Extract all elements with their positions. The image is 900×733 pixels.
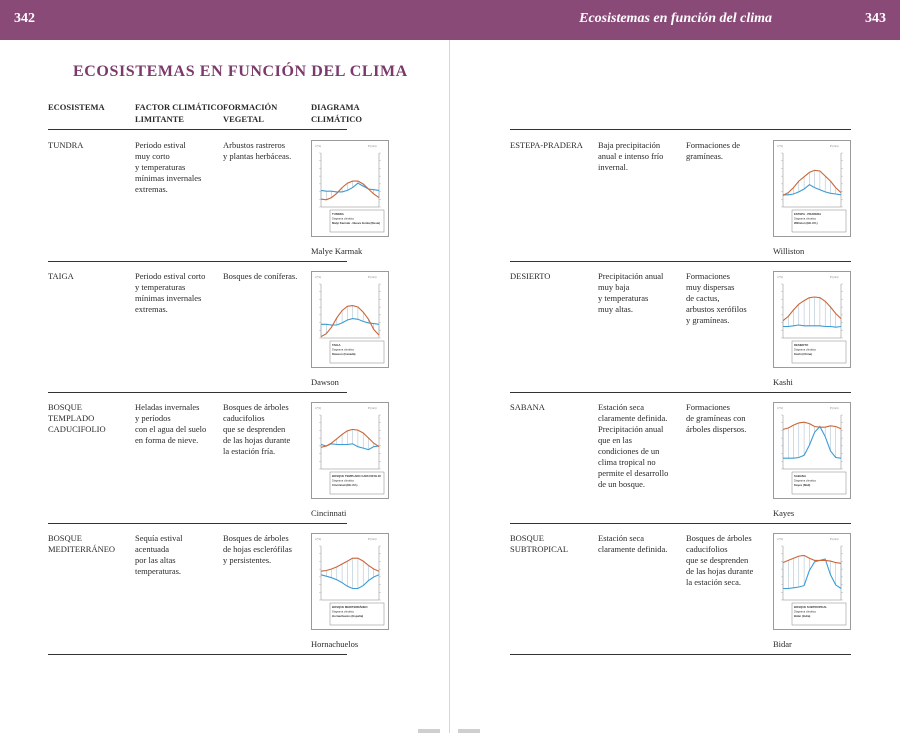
diagram-legend-text: Diagrama climático [332, 217, 355, 221]
precipitation-curve [783, 427, 841, 459]
col-header-formacion-1: FORMACIÓN [223, 102, 278, 112]
diagram-legend-text: Kashi (China) [794, 352, 813, 356]
station-name: Hornachuelos [311, 639, 359, 649]
temperature-curve [783, 555, 841, 563]
temperature-curve [321, 181, 379, 200]
cell-line: en forma de nieve. [135, 435, 199, 445]
climate-diagram-svg [774, 403, 850, 498]
vegetation-formation [686, 533, 753, 588]
row-rule [48, 261, 347, 262]
cell-line: y temperaturas [598, 293, 649, 303]
limiting-factor [598, 402, 668, 490]
cell-line: condiciones de un [598, 446, 660, 456]
cell-line: claramente definida. [598, 413, 668, 423]
climate-diagram-svg [312, 534, 388, 629]
diagram-legend-text: Diagrama climático [332, 348, 355, 352]
diagram-legend-text: TUNDRA [332, 212, 344, 216]
col-header-formacion-2: VEGETAL [223, 114, 264, 124]
climate-diagram-svg [312, 272, 388, 367]
vegetation-formation [223, 402, 290, 457]
diagram-axis-label: t (°C) [315, 145, 322, 148]
cell-line: claramente definida. [598, 544, 668, 554]
cell-line: Bosques de árboles [686, 533, 752, 543]
climate-diagram-svg [774, 534, 850, 629]
limiting-factor [598, 533, 667, 555]
diagram-legend-text: Diagrama climático [794, 348, 817, 352]
diagram-axis-label: t (°C) [777, 276, 784, 279]
col-header-ecosistema [48, 101, 105, 113]
diagram-axis-label: P (mm) [368, 407, 377, 410]
cell-line: caducifolios [686, 544, 728, 554]
diagram-legend-text: Williston (EE.UU.) [794, 221, 818, 225]
diagram-axis-label: P (mm) [368, 538, 377, 541]
col-header-factor [135, 101, 223, 125]
cell-line: Sequía estival [135, 533, 183, 543]
cell-line: TUNDRA [48, 140, 84, 150]
diagram-legend-text: Kayes (Mali) [794, 483, 811, 487]
diagram-axis-label: P (mm) [830, 538, 839, 541]
cell-line: muy altas. [598, 304, 633, 314]
diagram-legend-text: BOSQUE SUBTROPICAL [794, 605, 828, 609]
diagram-legend-text: Dawson (Canadá) [332, 352, 356, 356]
cell-line: DESIERTO [510, 271, 551, 281]
cell-line: y temperaturas [135, 282, 186, 292]
limiting-factor [135, 140, 201, 195]
ecosystem-name [48, 140, 83, 151]
diagram-legend-text: ESTEPA - PRADERA [794, 212, 822, 216]
limiting-factor [598, 140, 663, 173]
vegetation-formation [686, 271, 747, 326]
cell-line: TAIGA [48, 271, 74, 281]
cell-line: Arbustos rastreros [223, 140, 286, 150]
ecosystem-name [510, 140, 583, 151]
cell-line: la estación seca. [686, 577, 741, 587]
row-rule [48, 392, 347, 393]
limiting-factor [598, 271, 663, 315]
left-header-rule [48, 129, 347, 130]
station-name: Cincinnati [311, 508, 347, 518]
station-name: Kashi [773, 377, 793, 387]
station-name: Kayes [773, 508, 795, 518]
header-bar [0, 0, 900, 40]
row-rule [510, 523, 851, 524]
cell-line: permite el desarrollo [598, 468, 669, 478]
cell-line: SUBTROPICAL [510, 544, 569, 554]
precipitation-curve [321, 575, 379, 589]
cell-line: Bosques de coníferas. [223, 271, 298, 281]
cell-line: muy baja [598, 282, 630, 292]
cell-line: BOSQUE [510, 533, 545, 543]
ecosystem-name [510, 271, 550, 282]
cell-line: de gramíneas con [686, 413, 746, 423]
cell-line: árboles dispersos. [686, 424, 747, 434]
ecosystem-name [48, 533, 115, 555]
diagram-legend-text: Diagrama climático [794, 479, 817, 483]
cell-line: de las hojas durante [686, 566, 754, 576]
cell-line: y gramíneas. [686, 315, 730, 325]
cell-line: Baja precipitación [598, 140, 661, 150]
row-rule [510, 392, 851, 393]
precipitation-curve [783, 559, 841, 589]
climate-diagram [773, 140, 851, 237]
limiting-factor [135, 402, 206, 446]
temperature-curve [321, 558, 379, 571]
vegetation-formation [223, 271, 297, 282]
vegetation-formation [686, 402, 746, 435]
temperature-curve [783, 297, 841, 321]
diagram-legend-text: Cincinnati (EE.UU.) [332, 483, 358, 487]
diagram-axis-label: t (°C) [315, 407, 322, 410]
diagram-legend-text: SABANA [794, 474, 806, 478]
cell-line: por las altas [135, 555, 176, 565]
temperature-curve [321, 306, 379, 337]
cell-line: TEMPLADO [48, 413, 95, 423]
row-rule [48, 523, 347, 524]
vegetation-formation [223, 140, 291, 162]
station-name: Dawson [311, 377, 339, 387]
page-gutter [449, 40, 450, 733]
diagram-axis-label: P (mm) [368, 276, 377, 279]
diagram-axis-label: t (°C) [777, 538, 784, 541]
running-title: Ecosistemas en función del clima [579, 11, 772, 26]
col-header-diagrama-2: CLIMÁTICO [311, 114, 363, 124]
diagram-legend-text: BOSQUE TEMPLADO CADUCIFOLIO [332, 474, 381, 478]
col-header-ecosistema-text: ECOSISTEMA [48, 102, 105, 112]
climate-diagram [311, 533, 389, 630]
cell-line: que en las [598, 435, 632, 445]
row-rule [510, 261, 851, 262]
cell-line: Formaciones de [686, 140, 741, 150]
cell-line: temperaturas. [135, 566, 182, 576]
cell-line: que se desprenden [686, 555, 749, 565]
ecosystem-name [48, 402, 106, 435]
cell-line: arbustos xerófilos [686, 304, 747, 314]
cell-line: Formaciones [686, 271, 730, 281]
cell-line: BOSQUE [48, 533, 83, 543]
diagram-axis-label: P (mm) [368, 145, 377, 148]
vegetation-formation [223, 533, 292, 566]
cell-line: con el agua del suelo [135, 424, 207, 434]
station-name: Williston [773, 246, 805, 256]
ecosystem-name [510, 402, 545, 413]
temperature-curve [783, 170, 841, 195]
cell-line: acentuada [135, 544, 169, 554]
cell-line: la estación fría. [223, 446, 276, 456]
cell-line: de cactus, [686, 293, 720, 303]
cell-line: Periodo estival corto [135, 271, 206, 281]
diagram-legend-text: Hornachuelos (España) [332, 614, 364, 618]
diagram-legend-text: Diagrama climático [794, 217, 817, 221]
diagram-axis-label: P (mm) [830, 407, 839, 410]
precipitation-curve [783, 325, 841, 327]
cell-line: SABANA [510, 402, 545, 412]
cell-line: MEDITERRÁNEO [48, 544, 116, 554]
cell-line: anual e intenso frío [598, 151, 664, 161]
station-name: Malye Karmak [311, 246, 363, 256]
cell-line: que se desprenden [223, 424, 286, 434]
diagram-legend-text: Diagrama climático [332, 610, 355, 614]
climate-diagram-svg [312, 403, 388, 498]
cell-line: muy dispersas [686, 282, 735, 292]
diagram-axis-label: t (°C) [315, 276, 322, 279]
ecosystem-name [510, 533, 568, 555]
climate-diagram [773, 271, 851, 368]
cell-line: Precipitación anual [598, 424, 664, 434]
col-header-diagrama [311, 101, 362, 125]
page-mark-right [458, 729, 480, 733]
cell-line: gramíneas. [686, 151, 724, 161]
cell-line: de las hojas durante [223, 435, 291, 445]
climate-diagram [773, 533, 851, 630]
cell-line: Periodo estival [135, 140, 186, 150]
diagram-axis-label: t (°C) [777, 407, 784, 410]
diagram-axis-label: t (°C) [777, 145, 784, 148]
climate-diagram [311, 271, 389, 368]
climate-diagram [773, 402, 851, 499]
page-mark-left [418, 729, 440, 733]
col-header-diagrama-1: DIAGRAMA [311, 102, 360, 112]
ecosystem-name [48, 271, 74, 282]
right-page-number: 343 [865, 11, 886, 26]
diagram-legend-text: Diagrama climático [794, 610, 817, 614]
climate-diagram [311, 140, 389, 237]
diagram-legend-text: DESIERTO [794, 343, 809, 347]
right-header-rule [510, 129, 851, 130]
limiting-factor [135, 533, 182, 577]
climate-diagram-svg [312, 141, 388, 236]
page-title: ECOSISTEMAS EN FUNCIÓN DEL CLIMA [73, 63, 408, 80]
cell-line: caducifolios [223, 413, 265, 423]
cell-line: Estación seca [598, 533, 645, 543]
cell-line: invernal. [598, 162, 628, 172]
cell-line: mínimas invernales [135, 173, 202, 183]
col-header-factor-1: FACTOR CLIMÁTICO [135, 102, 224, 112]
diagram-axis-label: P (mm) [830, 276, 839, 279]
climate-diagram-svg [774, 272, 850, 367]
cell-line: clima tropical no [598, 457, 656, 467]
climate-diagram [311, 402, 389, 499]
cell-line: Precipitación anual [598, 271, 664, 281]
climate-diagram-svg [774, 141, 850, 236]
cell-line: mínimas invernales [135, 293, 202, 303]
diagram-legend-text: Diagrama climático [332, 479, 355, 483]
diagram-legend-text: Malyi Karmak - Nueva Zemla (Rusia) [332, 221, 381, 225]
cell-line: y persistentes. [223, 555, 272, 565]
col-header-factor-2: LIMITANTE [135, 114, 184, 124]
cell-line: Bosques de árboles [223, 533, 289, 543]
cell-line: BOSQUE [48, 402, 83, 412]
diagram-axis-label: t (°C) [315, 538, 322, 541]
cell-line: muy corto [135, 151, 170, 161]
cell-line: ESTEPA-PRADERA [510, 140, 583, 150]
left-page-number: 342 [14, 11, 35, 26]
cell-line: Bosques de árboles [223, 402, 289, 412]
diagram-axis-label: P (mm) [830, 145, 839, 148]
limiting-factor [135, 271, 205, 315]
cell-line: extremas. [135, 184, 168, 194]
cell-line: Estación seca [598, 402, 645, 412]
cell-line: y períodos [135, 413, 171, 423]
cell-line: de hojas esclerófilas [223, 544, 292, 554]
station-name: Bidar [773, 639, 792, 649]
diagram-legend-text: Bidar (India) [794, 614, 811, 618]
cell-line: de un bosque. [598, 479, 645, 489]
diagram-legend-text: TAIGA [332, 343, 341, 347]
cell-line: y plantas herbáceas. [223, 151, 292, 161]
cell-line: y temperaturas [135, 162, 186, 172]
temperature-curve [783, 422, 841, 429]
row-rule [510, 654, 851, 655]
col-header-formacion [223, 101, 277, 125]
cell-line: Formaciones [686, 402, 730, 412]
vegetation-formation [686, 140, 740, 162]
cell-line: extremas. [135, 304, 168, 314]
row-rule [48, 654, 347, 655]
cell-line: Heladas invernales [135, 402, 200, 412]
diagram-legend-text: BOSQUE MEDITERRÁNEO [332, 605, 368, 609]
cell-line: CADUCIFOLIO [48, 424, 106, 434]
